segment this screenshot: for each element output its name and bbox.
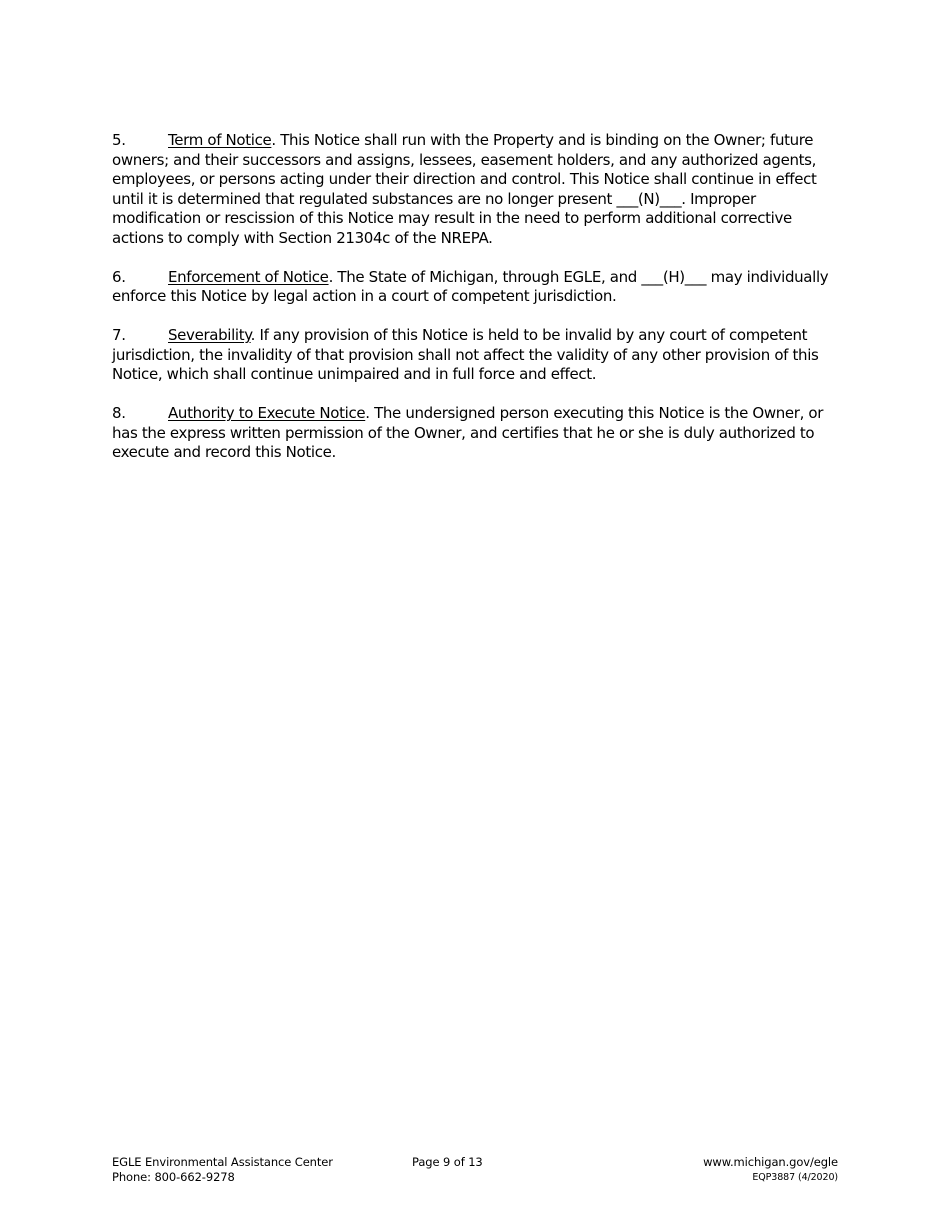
document-body: [112, 131, 839, 482]
paragraph-term-of-notice: [112, 131, 839, 248]
paragraph-severability: [112, 326, 839, 385]
paragraph-authority-to-execute: [112, 404, 839, 463]
footer-website: www.michigan.gov/egle: [703, 1155, 838, 1169]
footer-right-block: [703, 1155, 838, 1185]
paragraph-number: 7.: [112, 326, 126, 344]
footer-phone: Phone: 800-662-9278: [112, 1170, 235, 1184]
paragraph-heading: Severability: [168, 326, 251, 344]
paragraph-body: . If any provision of this Notice is held to be invalid by any court of competent jurisdiction, the invalidity of that provision shall not affect the validity of any other provision of this Notice, which shall continue unimpaired and in full force and effect.: [112, 326, 819, 383]
paragraph-number: 8.: [112, 404, 126, 422]
footer-org: EGLE Environmental Assistance Center: [112, 1155, 333, 1169]
footer-contact: [112, 1155, 333, 1185]
paragraph-number: 6.: [112, 267, 126, 286]
footer-page-number: Page 9 of 13: [412, 1155, 483, 1169]
paragraph-heading: Enforcement of Notice: [168, 267, 329, 286]
paragraph-body: . The undersigned person executing this Notice is the Owner, or has the express written permission of the Owner, and certifies that he or she is duly authorized to execute and record this Notice.: [112, 404, 824, 461]
paragraph-body: . The State of Michigan, through EGLE, and ___(H)___ may individually enforce this Notice by legal action in a court of competent jurisdiction.: [112, 267, 829, 305]
paragraph-number: 5.: [112, 131, 126, 149]
paragraph-body: . This Notice shall run with the Property and is binding on the Owner; future owners; and their successors and assigns, lessees, easement holders, and any authorized agents, employees, or persons acting under their direction and control. This Notice shall continue in effect until it is determined that regulated substances are no longer present ___(N)___. Improper modification or rescission of this Notice may result in the need to perform additional corrective actions to comply with Section 21304c of the NREPA.: [112, 131, 817, 247]
paragraph-enforcement-of-notice: [112, 268, 839, 307]
paragraph-heading: Authority to Execute Notice: [168, 404, 366, 422]
paragraph-heading: Term of Notice: [168, 131, 272, 149]
footer-form-code: EQP3887 (4/2020): [752, 1172, 838, 1183]
